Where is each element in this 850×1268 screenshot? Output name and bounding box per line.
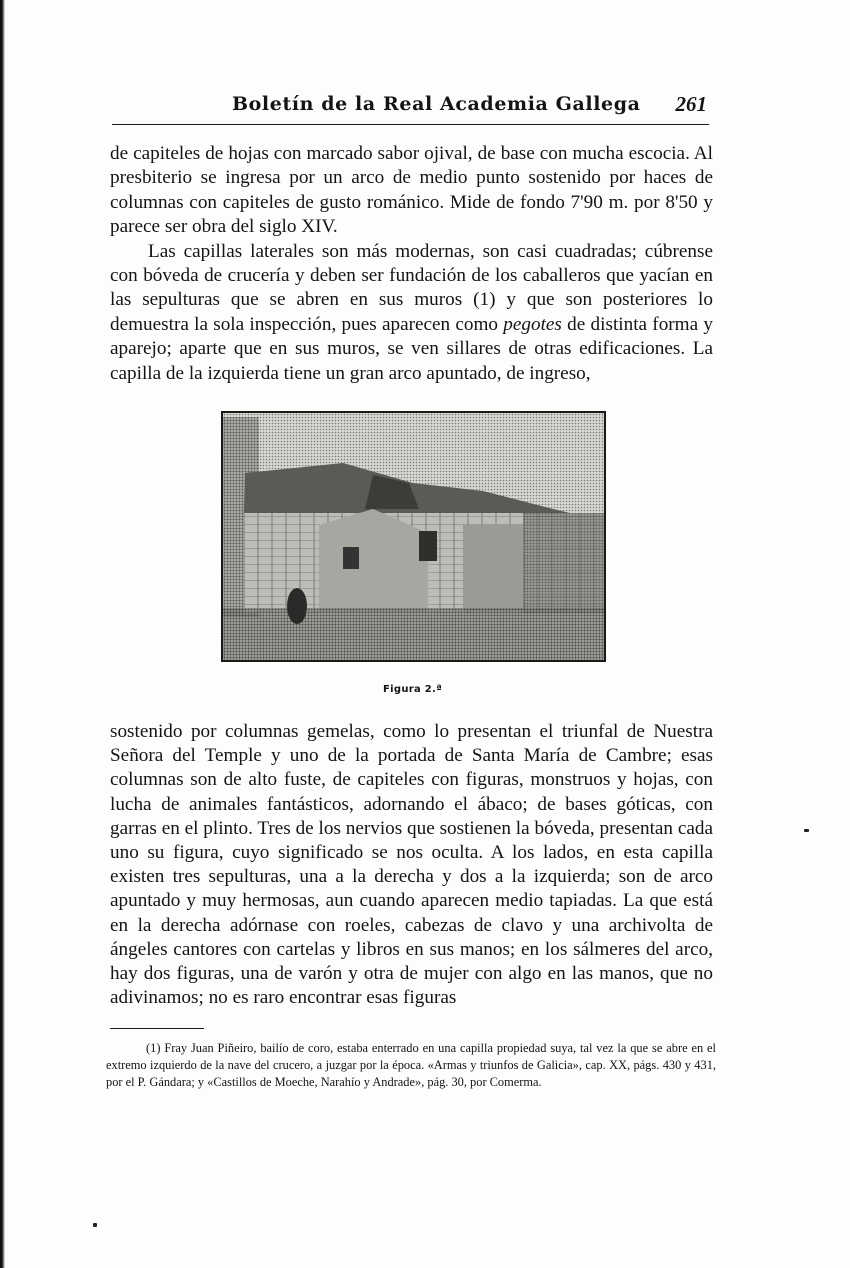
paragraph-2-emphasis: pegotes (503, 313, 562, 335)
photo-right-wall (523, 513, 604, 613)
church-photo-illustration (223, 413, 604, 660)
footnote-text: (1) Fray Juan Piñeiro, bailío de coro, estaba enterrado en una capilla propiedad suya, tal vez la que se abre en el extremo izquierdo de la nave del crucero, a juzgar por la época. «Armas y triunfos de Galicia», cap. XX, págs. 430 y 431, por el P. Gándara; y «Castillos de Moeche, Narahío y Andrade», pág. 30, por Comerma. (106, 1041, 716, 1089)
photo-door (419, 531, 437, 561)
running-header (112, 92, 709, 125)
footnote-separator (110, 1028, 204, 1029)
scan-speck (804, 829, 809, 832)
figure-photograph (221, 411, 606, 662)
footnote (106, 1040, 716, 1090)
page-number: 261 (675, 92, 707, 116)
journal-title: Boletín de la Real Academia Gallega (232, 93, 641, 115)
paragraph-1: de capiteles de hojas con marcado sabor ojival, de base con mucha escocia. Al presbiterio se ingresa por un arco de medio punto sostenido por haces de columnas con capiteles de gusto románico. Mide de fondo 7'90 m. por 8'50 y parece ser obra del siglo XIV. (110, 143, 713, 238)
figure-caption: Figura 2.ª (383, 684, 443, 695)
page-edge-shadow (0, 0, 5, 1268)
photo-tower-wall (463, 525, 523, 611)
scan-speck (93, 1223, 97, 1227)
photo-ground (223, 608, 604, 660)
body-paragraph-top (110, 142, 713, 386)
photo-window (343, 547, 359, 569)
paragraph-2-start: Las capillas laterales son más modernas, son casi cuadradas; cúbrense con bóveda de crucería y deben ser fundación de los caballeros que yacían en las sepulturas que se abren en sus muros (1) y que son posteriores lo demuestra la sola inspección, pues aparecen como (110, 240, 713, 335)
photo-figure (287, 588, 307, 624)
body-paragraph-bottom: sostenido por columnas gemelas, como lo presentan el triunfal de Nuestra Señora del Temple y uno de la portada de Santa María de Cambre; esas columnas son de alto fuste, de capiteles con figuras, monstruos y hojas, con lucha de animales fantásticos, adornando el ábaco; de bases góticas, con garras en el plinto. Tres de los nervios que sostienen la bóveda, presentan cada uno su figura, cuyo significado se nos oculta. A los lados, en esta capilla existen tres sepulturas, una a la derecha y dos a la izquierda; son de arco apuntado y muy hermosas, aun cuando aparecen medio tapiadas. La que está en la derecha adórnase con roeles, cabezas de clavo y una archivolta de ángeles cantores con cartelas y libros en sus manos; en los sálmeres del arco, hay dos figuras, una de varón y otra de mujer con algo en las manos, que no adivinamos; no es raro encontrar esas figuras (110, 721, 713, 1009)
paragraph-2-end: de distinta forma y aparejo; aparte que en sus muros, se ven sillares de otras edificaciones. La capilla de la izquierda tiene un gran arco apuntado, de ingreso, (110, 313, 713, 384)
